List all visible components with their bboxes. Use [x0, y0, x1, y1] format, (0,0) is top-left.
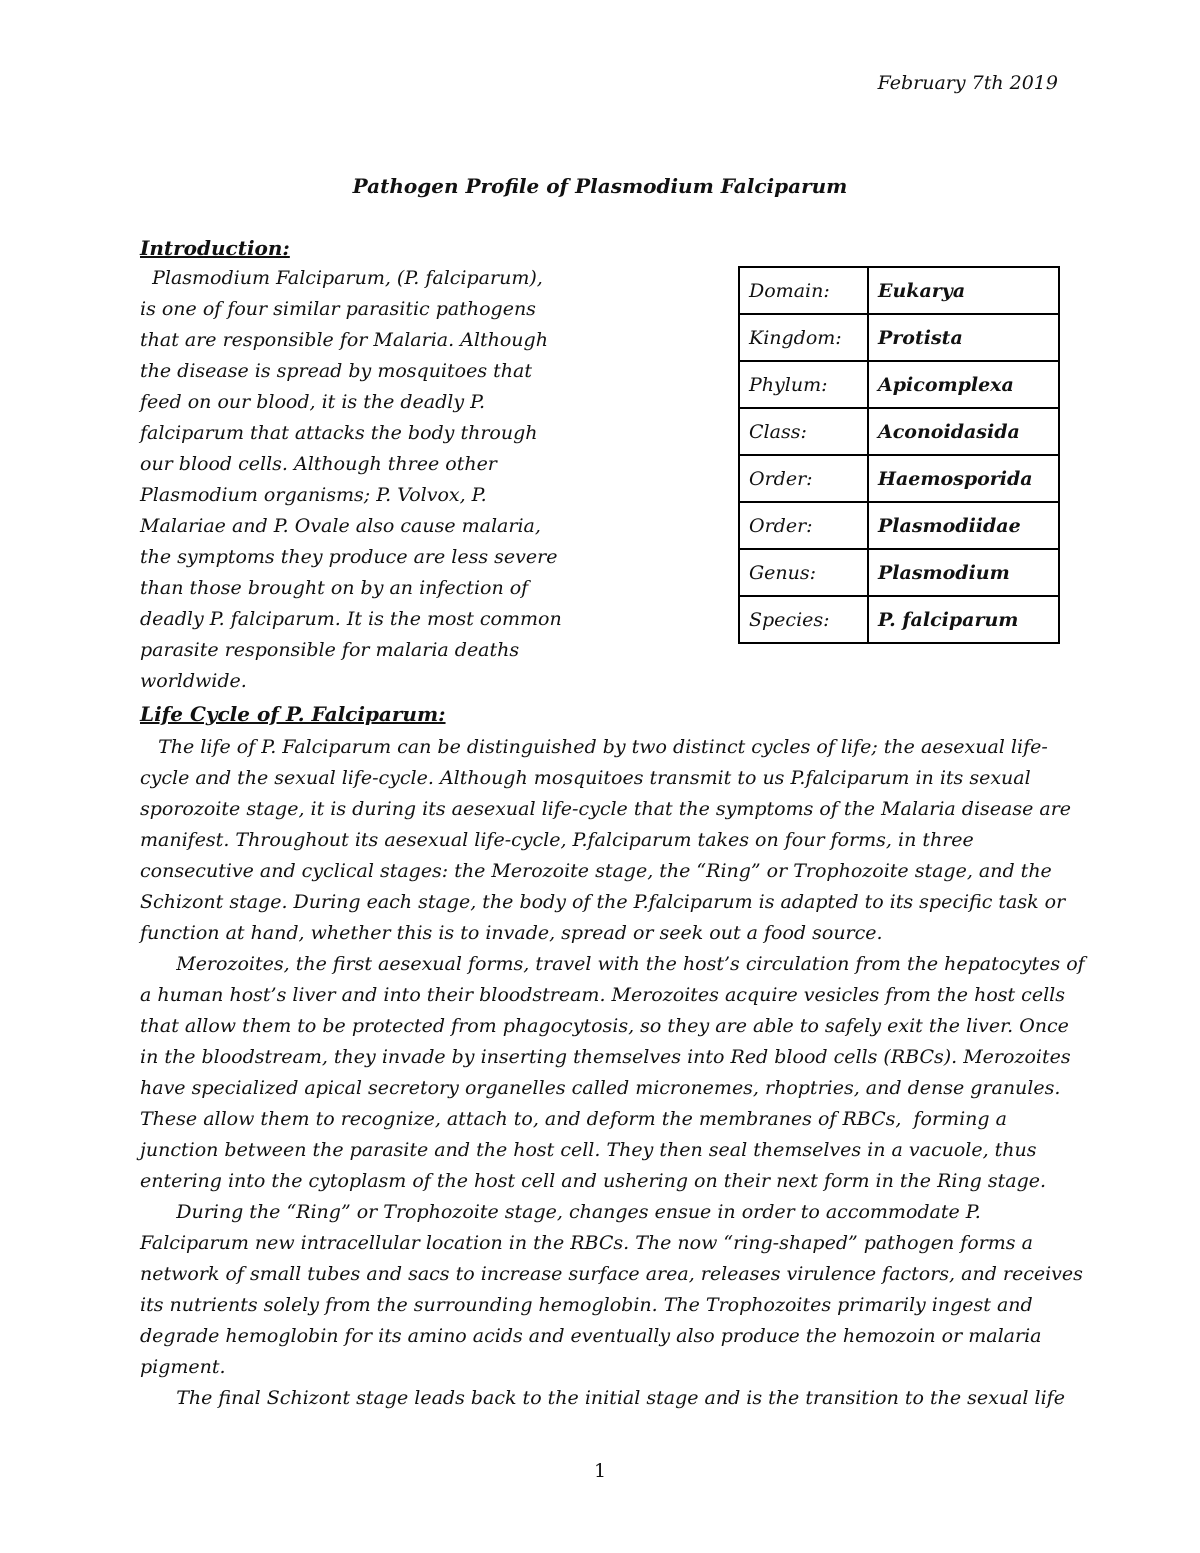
- taxonomy-value: Eukarya: [868, 267, 1059, 314]
- taxonomy-value: Apicomplexa: [868, 361, 1059, 408]
- life-cycle-line: entering into the cytoplasm of the host cell and ushering on their next form in the Ring stage.: [140, 1170, 1047, 1192]
- life-cycle-line: manifest. Throughout its aesexual life-cycle, P.falciparum takes on four forms, in three: [140, 829, 974, 851]
- taxonomy-rank: Genus:: [739, 549, 868, 596]
- life-cycle-line: Falciparum new intracellular location in the RBCs. The now “ring-shaped” pathogen forms a: [140, 1232, 1033, 1254]
- life-cycle-line: degrade hemoglobin for its amino acids and eventually also produce the hemozoin or malaria: [140, 1325, 1042, 1347]
- life-cycle-line: cycle and the sexual life-cycle. Although mosquitoes transmit to us P.falciparum in its sexual: [140, 767, 1031, 789]
- introduction-line: Plasmodium organisms; P. Volvox, P.: [140, 484, 487, 506]
- life-cycle-line: network of small tubes and sacs to increase surface area, releases virulence factors, and receives: [140, 1263, 1083, 1285]
- life-cycle-line: Merozoites, the first aesexual forms, travel with the host’s circulation from the hepatocytes of: [140, 953, 1085, 975]
- life-cycle-line: The life of P. Falciparum can be distinguished by two distinct cycles of life; the aesexual life-: [140, 736, 1048, 758]
- taxonomy-rank: Order:: [739, 502, 868, 549]
- introduction-paragraph: [140, 263, 580, 697]
- life-cycle-line: that allow them to be protected from phagocytosis, so they are able to safely exit the liver. Once: [140, 1015, 1069, 1037]
- life-cycle-line: junction between the parasite and the host cell. They then seal themselves in a vacuole, thus: [140, 1139, 1037, 1161]
- taxonomy-value: P. falciparum: [868, 596, 1059, 643]
- introduction-line: parasite responsible for malaria deaths: [140, 639, 520, 661]
- document-title: Pathogen Profile of Plasmodium Falciparum: [352, 174, 848, 198]
- introduction-line: Malariae and P. Ovale also cause malaria,: [140, 515, 541, 537]
- document-date: February 7th 2019: [877, 72, 1058, 94]
- introduction-line: is one of four similar parasitic pathogens: [140, 298, 536, 320]
- life-cycle-line: its nutrients solely from the surrounding hemoglobin. The Trophozoites primarily ingest and: [140, 1294, 1033, 1316]
- taxonomy-table: [738, 266, 1060, 644]
- taxonomy-rank: Species:: [739, 596, 868, 643]
- introduction-line: the disease is spread by mosquitoes that: [140, 360, 532, 382]
- taxonomy-row: [739, 596, 1059, 643]
- taxonomy-rank: Phylum:: [739, 361, 868, 408]
- taxonomy-row: [739, 549, 1059, 596]
- life-cycle-line: a human host’s liver and into their bloodstream. Merozoites acquire vesicles from the host cells: [140, 984, 1065, 1006]
- taxonomy-row: [739, 314, 1059, 361]
- taxonomy-row: [739, 361, 1059, 408]
- taxonomy-value: Plasmodiidae: [868, 502, 1059, 549]
- introduction-line: worldwide.: [140, 670, 247, 692]
- life-cycle-heading: Life Cycle of P. Falciparum:: [140, 702, 446, 726]
- life-cycle-line: function at hand, whether this is to invade, spread or seek out a food source.: [140, 922, 883, 944]
- taxonomy-rank: Domain:: [739, 267, 868, 314]
- taxonomy-value: Aconoidasida: [868, 408, 1059, 455]
- life-cycle-line: pigment.: [140, 1356, 226, 1378]
- life-cycle-line: The final Schizont stage leads back to the initial stage and is the transition to the sexual life: [140, 1387, 1065, 1409]
- life-cycle-line: These allow them to recognize, attach to, and deform the membranes of RBCs, forming a: [140, 1108, 1007, 1130]
- taxonomy-rank: Order:: [739, 455, 868, 502]
- life-cycle-text: [140, 732, 1085, 1414]
- life-cycle-line: During the “Ring” or Trophozoite stage, changes ensue in order to accommodate P.: [140, 1201, 981, 1223]
- taxonomy-row: [739, 455, 1059, 502]
- introduction-line: deadly P. falciparum. It is the most common: [140, 608, 562, 630]
- life-cycle-line: have specialized apical secretory organelles called micronemes, rhoptries, and dense granules.: [140, 1077, 1061, 1099]
- taxonomy-value: Plasmodium: [868, 549, 1059, 596]
- page-number: 1: [593, 1460, 607, 1482]
- introduction-line: feed on our blood, it is the deadly P.: [140, 391, 486, 413]
- taxonomy-row: [739, 502, 1059, 549]
- introduction-line: falciparum that attacks the body through: [140, 422, 538, 444]
- life-cycle-line: in the bloodstream, they invade by inserting themselves into Red blood cells (RBCs). Merozoites: [140, 1046, 1071, 1068]
- taxonomy-value: Protista: [868, 314, 1059, 361]
- taxonomy-rank: Class:: [739, 408, 868, 455]
- introduction-line: our blood cells. Although three other: [140, 453, 497, 475]
- introduction-line: the symptoms they produce are less severe: [140, 546, 558, 568]
- life-cycle-line: Schizont stage. During each stage, the body of the P.falciparum is adapted to its specific task or: [140, 891, 1066, 913]
- taxonomy-rank: Kingdom:: [739, 314, 868, 361]
- introduction-heading: Introduction:: [140, 236, 290, 260]
- life-cycle-line: sporozoite stage, it is during its aesexual life-cycle that the symptoms of the Malaria disease are: [140, 798, 1072, 820]
- introduction-line: Plasmodium Falciparum, (P. falciparum),: [140, 267, 543, 289]
- introduction-line: that are responsible for Malaria. Although: [140, 329, 548, 351]
- introduction-line: than those brought on by an infection of: [140, 577, 529, 599]
- life-cycle-line: consecutive and cyclical stages: the Merozoite stage, the “Ring” or Trophozoite stage, and the: [140, 860, 1052, 882]
- taxonomy-row: [739, 408, 1059, 455]
- taxonomy-row: [739, 267, 1059, 314]
- taxonomy-value: Haemosporida: [868, 455, 1059, 502]
